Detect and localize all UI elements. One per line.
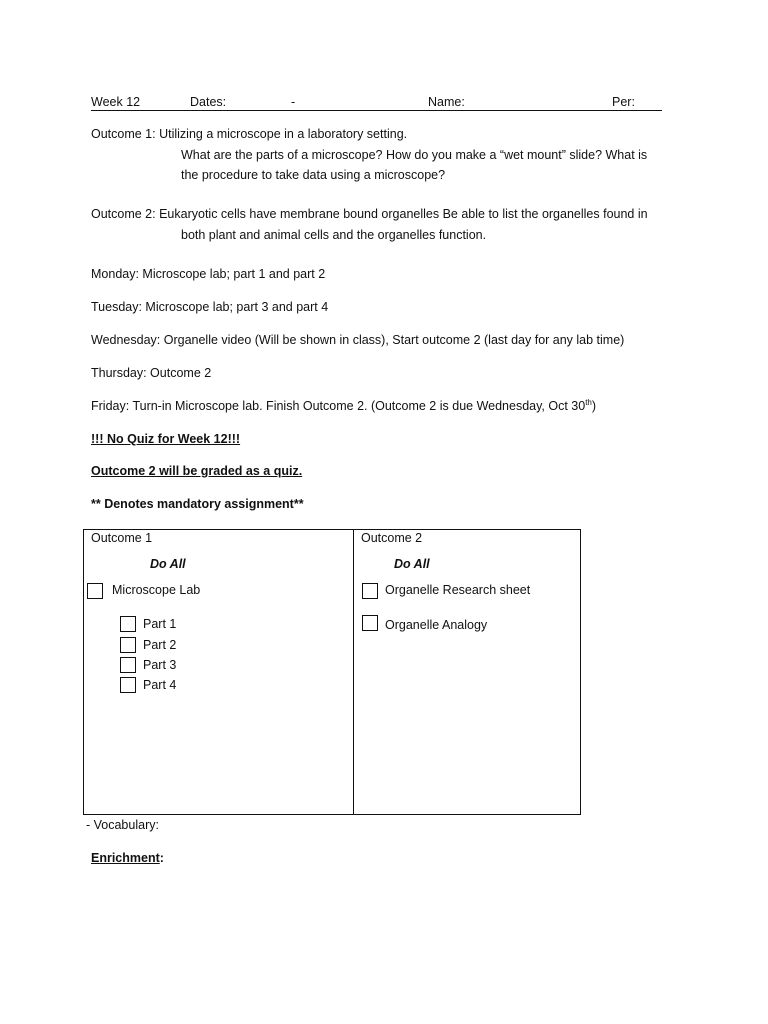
col2-title: Outcome 2 [361, 531, 423, 545]
tuesday-schedule: Tuesday: Microscope lab; part 3 and part 4 [91, 300, 329, 314]
part4-checkbox[interactable] [120, 677, 136, 693]
name-label: Name: [428, 95, 465, 109]
friday-schedule [91, 399, 596, 413]
monday-schedule: Monday: Microscope lab; part 1 and part 2 [91, 267, 326, 281]
part2-label: Part 2 [143, 638, 177, 652]
outcome1-heading: Outcome 1: Utilizing a microscope in a laboratory setting. [91, 127, 408, 141]
outcome2-line2: both plant and animal cells and the organelles function. [181, 228, 487, 242]
organelle-analogy-checkbox[interactable] [362, 615, 378, 631]
enrichment-label [91, 851, 164, 865]
header-underline [91, 110, 662, 111]
week-label: Week 12 [91, 95, 141, 109]
col1-title: Outcome 1 [91, 531, 153, 545]
col1-subtitle: Do All [150, 557, 186, 571]
assignment-table [83, 529, 581, 815]
part3-checkbox[interactable] [120, 657, 136, 673]
microscope-lab-label: Microscope Lab [112, 583, 201, 597]
part2-checkbox[interactable] [120, 637, 136, 653]
enrichment-text: Enrichment [91, 851, 160, 865]
vocabulary-label: - Vocabulary: [86, 818, 159, 832]
part3-label: Part 3 [143, 658, 177, 672]
organelle-analogy-label: Organelle Analogy [385, 618, 488, 632]
part4-label: Part 4 [143, 678, 177, 692]
col2-subtitle: Do All [394, 557, 430, 571]
wednesday-schedule: Wednesday: Organelle video (Will be shown in class), Start outcome 2 (last day for any lab time) [91, 333, 625, 347]
dates-label: Dates: [190, 95, 227, 109]
outcome1-line2: What are the parts of a microscope? How do you make a “wet mount” slide? What is [181, 148, 648, 162]
research-sheet-label: Organelle Research sheet [385, 583, 531, 597]
microscope-lab-checkbox[interactable] [87, 583, 103, 599]
friday-text: Friday: Turn-in Microscope lab. Finish Outcome 2. (Outcome 2 is due Wednesday, Oct 30 [91, 399, 586, 413]
graded-note: Outcome 2 will be graded as a quiz. [91, 464, 303, 478]
mandatory-note: ** Denotes mandatory assignment** [91, 497, 304, 511]
enrichment-colon: : [159, 851, 164, 865]
friday-close: ) [591, 399, 597, 413]
table-divider [353, 529, 354, 815]
outcome2-heading: Outcome 2: Eukaryotic cells have membrane bound organelles Be able to list the organelles found in [91, 207, 648, 221]
no-quiz-note: !!! No Quiz for Week 12!!! [91, 432, 241, 446]
thursday-schedule: Thursday: Outcome 2 [91, 366, 212, 380]
research-sheet-checkbox[interactable] [362, 583, 378, 599]
outcome1-line3: the procedure to take data using a microscope? [181, 168, 446, 182]
friday-superscript: th [585, 397, 592, 407]
part1-checkbox[interactable] [120, 616, 136, 632]
per-label: Per: [612, 95, 635, 109]
dates-separator: - [291, 95, 296, 109]
part1-label: Part 1 [143, 617, 177, 631]
